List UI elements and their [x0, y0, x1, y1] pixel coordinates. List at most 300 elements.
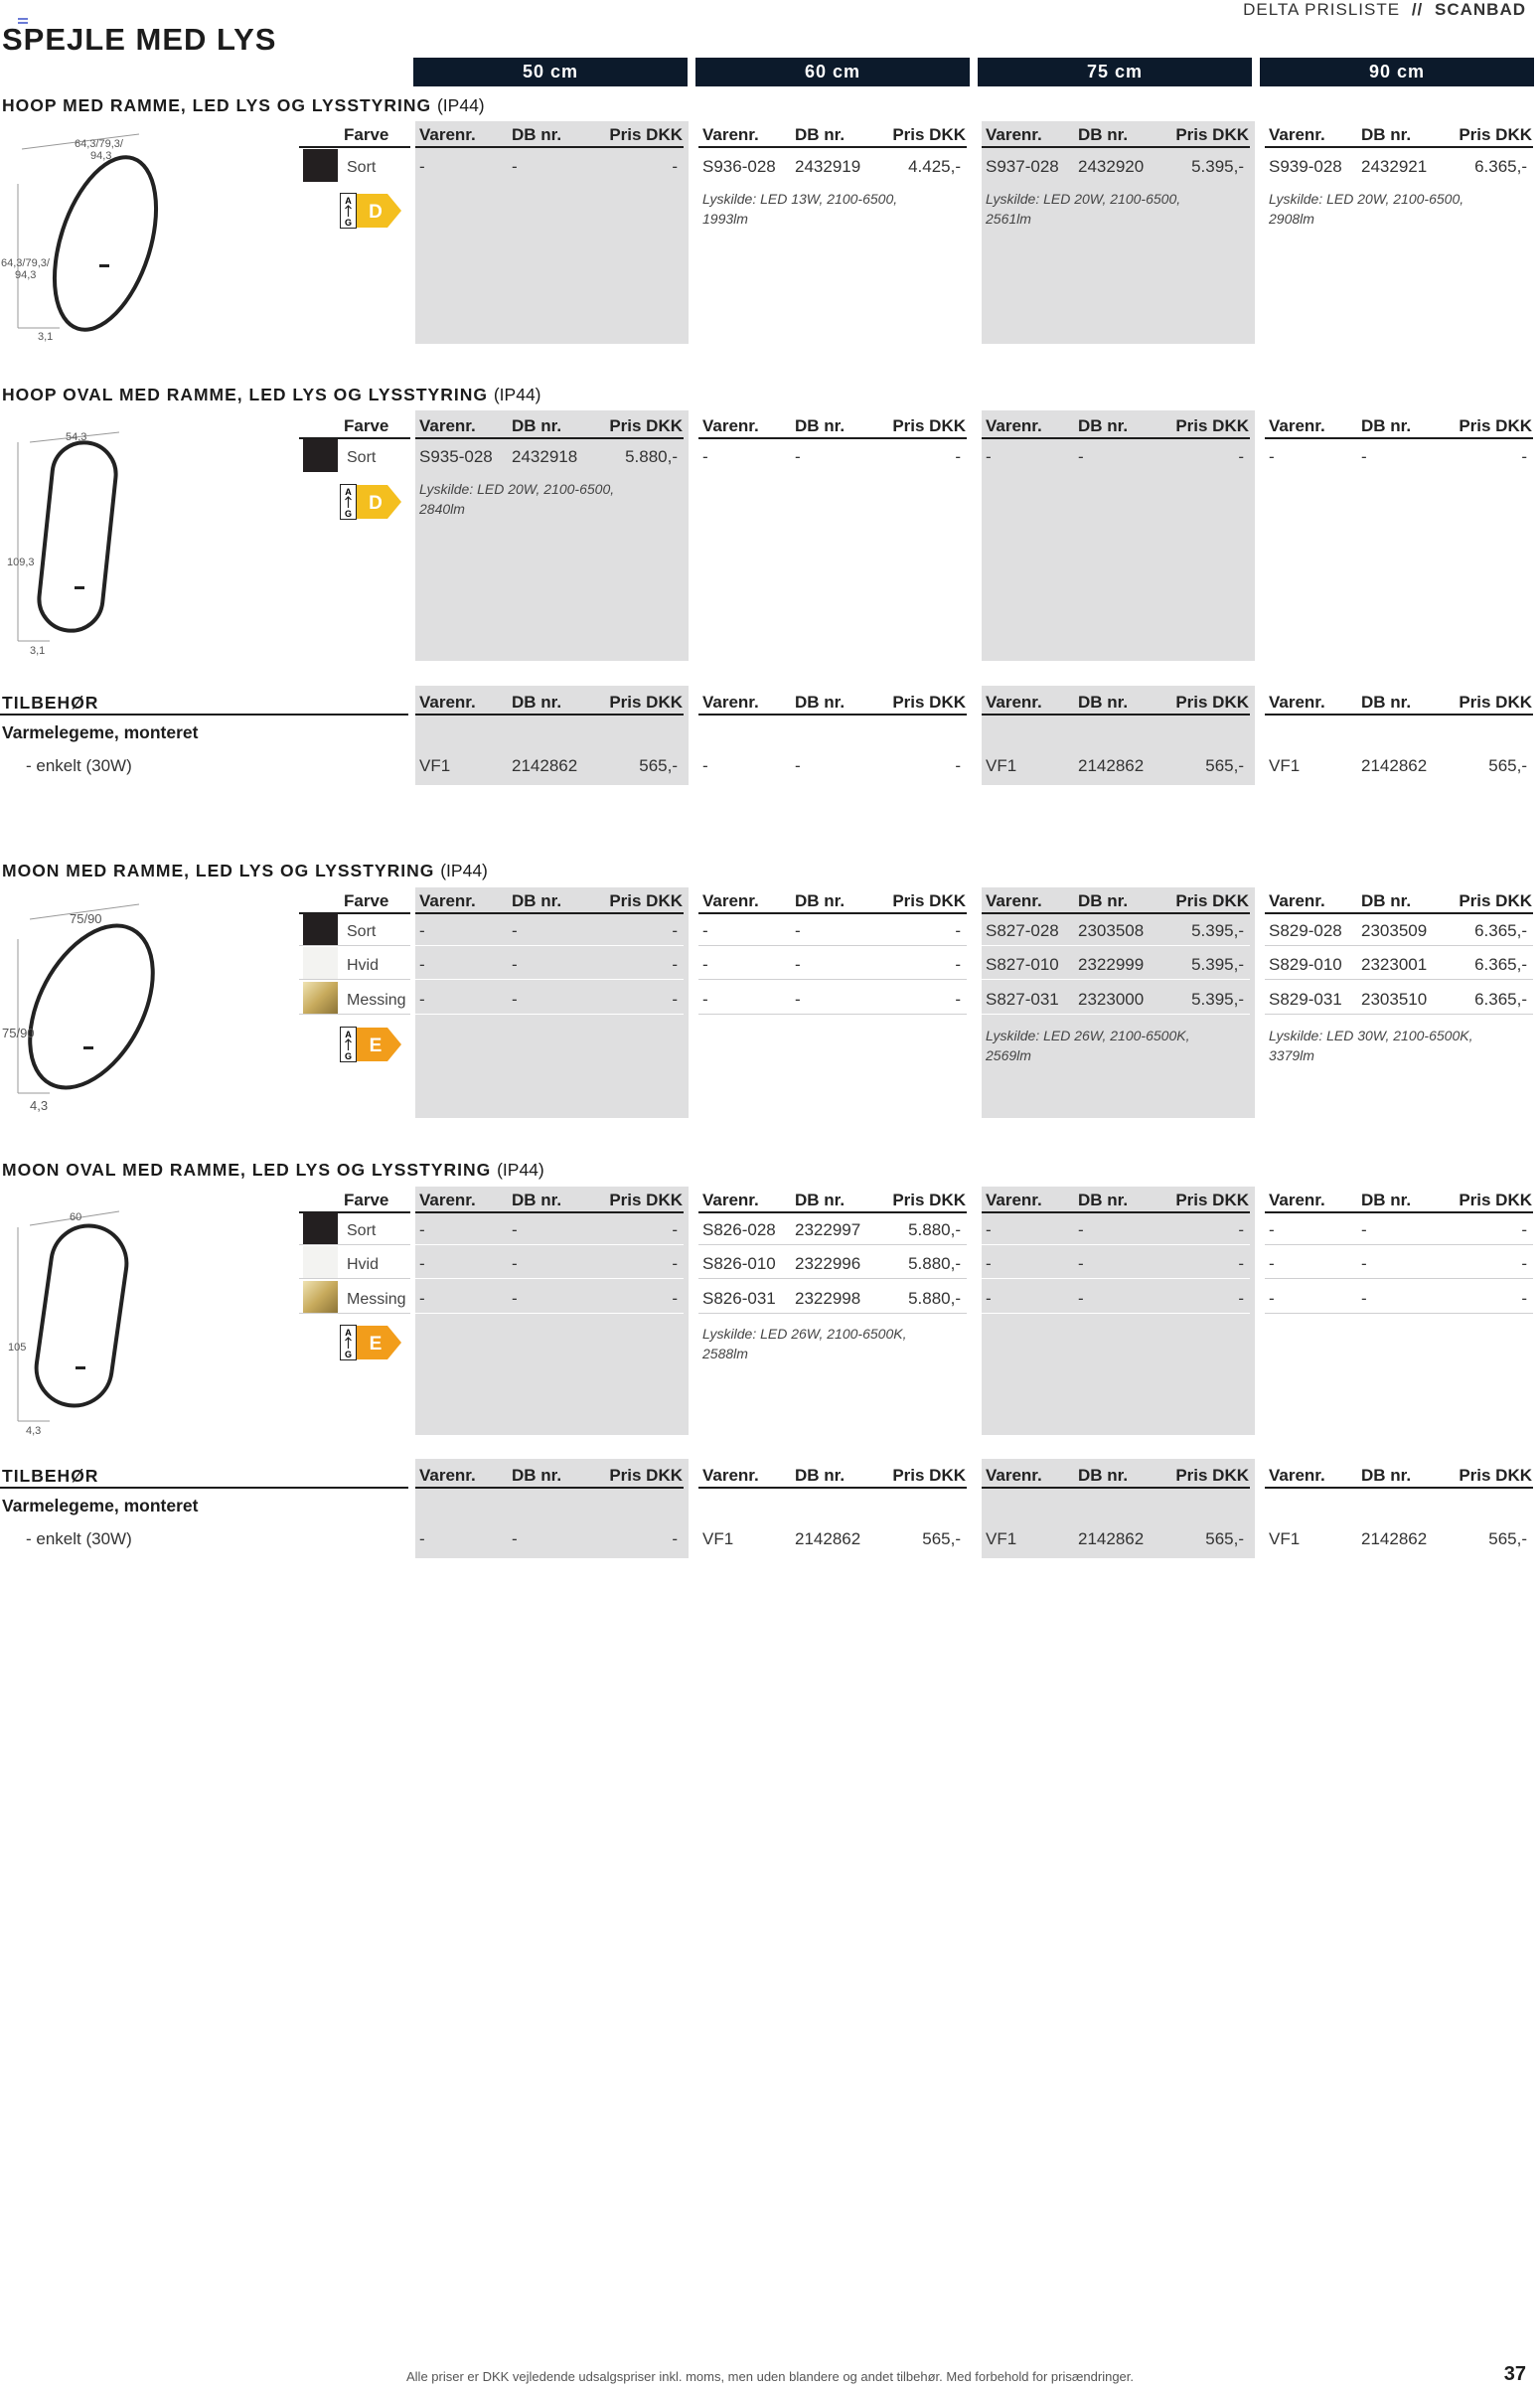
energy-class: D: [369, 202, 383, 223]
header-pris: Pris DKK: [892, 693, 966, 712]
price: -: [1521, 1220, 1527, 1239]
row-divider: [1265, 1014, 1533, 1015]
energy-scale-bottom: G: [344, 509, 353, 519]
header-pris: Pris DKK: [609, 1191, 683, 1209]
color-label: Sort: [347, 159, 377, 176]
header-dbnr: DB nr.: [512, 891, 562, 910]
item-number: -: [419, 1220, 425, 1239]
row-divider: [698, 979, 967, 980]
item-number: -: [419, 955, 425, 974]
db-number: -: [1361, 1254, 1367, 1273]
header-rule: [0, 1487, 408, 1489]
color-swatch-sort: [303, 1212, 338, 1245]
item-number: S826-031: [702, 1289, 776, 1308]
price: 6.365,-: [1474, 955, 1527, 974]
price: -: [672, 1529, 678, 1548]
hoop-oval-sketch: [0, 422, 169, 661]
header-rule: [698, 714, 967, 716]
price: -: [1238, 447, 1244, 466]
energy-scale-top: A: [345, 1328, 352, 1338]
item-number: VF1: [986, 756, 1017, 775]
header-dbnr: DB nr.: [1078, 1466, 1129, 1485]
accessories-title: TILBEHØR: [2, 1466, 99, 1486]
price: 565,-: [1205, 1529, 1244, 1548]
hoop-round-sketch: [0, 129, 169, 348]
item-number: -: [419, 990, 425, 1009]
header-varenr: Varenr.: [986, 1466, 1042, 1485]
price: -: [1238, 1289, 1244, 1308]
dim-height: 64,3/79,3/: [1, 257, 50, 269]
item-number: -: [986, 1220, 992, 1239]
light-source-note: Lyskilde: LED 13W, 2100-6500, 1993lm: [702, 191, 898, 227]
db-number: 2322997: [795, 1220, 861, 1239]
row-divider: [415, 945, 684, 946]
header-pris: Pris DKK: [1459, 891, 1532, 910]
color-label: Hvid: [347, 957, 380, 974]
db-number: -: [795, 955, 801, 974]
header-dbnr: DB nr.: [1078, 125, 1129, 144]
size-header-75: 75 cm: [978, 58, 1252, 86]
section-title-text: MOON OVAL MED RAMME, LED LYS OG LYSSTYRING: [2, 1160, 492, 1180]
row-divider: [299, 1278, 410, 1279]
header-dbnr: DB nr.: [1361, 891, 1412, 910]
price: -: [1521, 1289, 1527, 1308]
header-varenr: Varenr.: [702, 416, 759, 435]
row-divider: [299, 1313, 410, 1314]
light-source-note: Lyskilde: LED 20W, 2100-6500, 2561lm: [986, 191, 1181, 227]
db-number: 2303509: [1361, 921, 1428, 940]
item-number: VF1: [702, 1529, 734, 1548]
header-rule: [1265, 714, 1533, 716]
light-source-note: Lyskilde: LED 26W, 2100-6500K, 2569lm: [986, 1028, 1190, 1063]
header-dbnr: DB nr.: [1078, 693, 1129, 712]
accessory-item: - enkelt (30W): [26, 1529, 132, 1548]
header-dbnr: DB nr.: [512, 1191, 562, 1209]
db-number: -: [795, 921, 801, 940]
header-pris: Pris DKK: [1175, 1191, 1249, 1209]
price: -: [672, 955, 678, 974]
header-rule: [698, 1211, 967, 1213]
moon-round-sketch: [0, 899, 169, 1118]
page-title: SPEJLE MED LYS: [2, 22, 277, 57]
price: 6.365,-: [1474, 921, 1527, 940]
price: 5.395,-: [1191, 955, 1244, 974]
row-divider: [415, 979, 684, 980]
row-divider: [698, 945, 967, 946]
dim-width-2: 94,3: [90, 150, 112, 162]
color-swatch-sort: [303, 439, 338, 472]
item-number: -: [419, 157, 425, 176]
db-number: -: [512, 955, 518, 974]
dim-height: 109,3: [7, 557, 35, 568]
price: 5.880,-: [625, 447, 678, 466]
price: -: [672, 1220, 678, 1239]
row-divider: [698, 1313, 967, 1314]
color-label: Sort: [347, 923, 377, 940]
header-rule: [415, 912, 684, 914]
item-number: -: [702, 447, 708, 466]
energy-scale-bottom: G: [344, 1051, 353, 1061]
db-number: -: [1361, 447, 1367, 466]
header-varenr: Varenr.: [419, 416, 476, 435]
price: 565,-: [1488, 756, 1527, 775]
header-varenr: Varenr.: [1269, 1191, 1325, 1209]
size-header-60: 60 cm: [695, 58, 970, 86]
page-header: [1243, 0, 1526, 20]
price: 565,-: [639, 756, 678, 775]
header-separator: //: [1411, 0, 1424, 19]
section-title: [2, 385, 541, 405]
header-rule: [982, 912, 1250, 914]
price: -: [955, 990, 961, 1009]
price: 565,-: [922, 1529, 961, 1548]
page-number: 37: [1503, 2363, 1526, 2385]
energy-scale-top: A: [345, 196, 352, 206]
color-label: Messing: [347, 1291, 406, 1308]
header-pris: Pris DKK: [609, 1466, 683, 1485]
header-catalog-name: DELTA PRISLISTE: [1243, 0, 1401, 19]
db-number: 2322996: [795, 1254, 861, 1273]
section-ip-rating: (IP44): [440, 861, 488, 880]
header-varenr: Varenr.: [986, 891, 1042, 910]
header-varenr: Varenr.: [1269, 125, 1325, 144]
header-dbnr: DB nr.: [1078, 891, 1129, 910]
header-pris: Pris DKK: [1459, 125, 1532, 144]
header-pris: Pris DKK: [892, 416, 966, 435]
dim-depth: 4,3: [30, 1098, 49, 1113]
db-number: 2303508: [1078, 921, 1145, 940]
dim-width: 54,3: [66, 431, 87, 443]
db-number: 2322998: [795, 1289, 861, 1308]
row-divider: [415, 1244, 684, 1245]
header-pris: Pris DKK: [1175, 416, 1249, 435]
header-pris: Pris DKK: [609, 125, 683, 144]
item-number: -: [419, 1254, 425, 1273]
db-number: -: [512, 1254, 518, 1273]
db-number: 2303510: [1361, 990, 1428, 1009]
item-number: S936-028: [702, 157, 776, 176]
accessory-group: Varmelegeme, monteret: [2, 1496, 199, 1515]
color-swatch-hvid: [303, 947, 338, 980]
header-dbnr: DB nr.: [1078, 416, 1129, 435]
price: 5.395,-: [1191, 157, 1244, 176]
header-rule: [698, 912, 967, 914]
price: -: [1521, 1254, 1527, 1273]
color-swatch-sort: [303, 149, 338, 182]
header-pris: Pris DKK: [1175, 693, 1249, 712]
header-rule: [982, 714, 1250, 716]
price: 6.365,-: [1474, 157, 1527, 176]
item-number: S826-028: [702, 1220, 776, 1239]
row-divider: [415, 1014, 684, 1015]
light-source-note: Lyskilde: LED 20W, 2100-6500, 2908lm: [1269, 191, 1464, 227]
section-title: [2, 861, 488, 881]
header-varenr: Varenr.: [702, 125, 759, 144]
header-dbnr: DB nr.: [512, 125, 562, 144]
moon-oval-sketch: [0, 1197, 169, 1436]
row-divider: [1265, 979, 1533, 980]
item-number: S827-010: [986, 955, 1059, 974]
db-number: 2142862: [1361, 756, 1428, 775]
color-label: Hvid: [347, 1256, 380, 1273]
header-rule: [1265, 912, 1533, 914]
row-divider: [415, 1278, 684, 1279]
item-number: -: [702, 921, 708, 940]
row-divider: [415, 1313, 684, 1314]
header-farve: Farve: [344, 1191, 389, 1209]
header-varenr: Varenr.: [986, 693, 1042, 712]
dim-height: 105: [8, 1342, 27, 1354]
row-divider: [299, 979, 410, 980]
section-ip-rating: (IP44): [497, 1160, 544, 1180]
header-dbnr: DB nr.: [512, 1466, 562, 1485]
header-farve: Farve: [344, 891, 389, 910]
header-dbnr: DB nr.: [512, 416, 562, 435]
dim-width: 75/90: [70, 911, 102, 926]
row-divider: [1265, 1313, 1533, 1314]
header-pris: Pris DKK: [609, 693, 683, 712]
price-disclaimer: Alle priser er DKK vejledende udsalgspriser inkl. moms, men uden blandere og andet tilbehør. Med forbehold for prisændringer.: [406, 2369, 1134, 2384]
item-number: -: [419, 921, 425, 940]
header-rule: [0, 714, 408, 716]
header-varenr: Varenr.: [986, 1191, 1042, 1209]
header-pris: Pris DKK: [892, 1466, 966, 1485]
row-divider: [1265, 1278, 1533, 1279]
dim-depth: 4,3: [26, 1425, 42, 1436]
header-varenr: Varenr.: [419, 1191, 476, 1209]
item-number: S939-028: [1269, 157, 1342, 176]
section-title: [2, 1160, 544, 1181]
item-number: -: [1269, 1289, 1275, 1308]
header-rule: [415, 437, 684, 439]
header-varenr: Varenr.: [419, 1466, 476, 1485]
header-rule: [1265, 1487, 1533, 1489]
item-number: -: [986, 1289, 992, 1308]
header-varenr: Varenr.: [1269, 891, 1325, 910]
db-number: 2432918: [512, 447, 578, 466]
item-number: S829-031: [1269, 990, 1342, 1009]
item-number: -: [986, 447, 992, 466]
color-label: Messing: [347, 992, 406, 1009]
header-dbnr: DB nr.: [795, 416, 846, 435]
energy-scale-top: A: [345, 1030, 352, 1039]
price: -: [672, 1289, 678, 1308]
dim-height: 75/90: [2, 1026, 35, 1040]
dim-depth: 3,1: [38, 331, 54, 343]
header-pris: Pris DKK: [1459, 1191, 1532, 1209]
header-varenr: Varenr.: [419, 693, 476, 712]
db-number: 2322999: [1078, 955, 1145, 974]
item-number: VF1: [419, 756, 451, 775]
row-divider: [299, 1244, 410, 1245]
accessory-item: - enkelt (30W): [26, 756, 132, 775]
db-number: 2142862: [1078, 756, 1145, 775]
header-varenr: Varenr.: [986, 416, 1042, 435]
header-dbnr: DB nr.: [795, 1466, 846, 1485]
row-divider: [982, 1244, 1250, 1245]
header-dbnr: DB nr.: [1361, 693, 1412, 712]
header-pris: Pris DKK: [892, 1191, 966, 1209]
header-rule: [1265, 1211, 1533, 1213]
item-number: -: [1269, 1254, 1275, 1273]
header-pris: Pris DKK: [1459, 1466, 1532, 1485]
light-source-note: Lyskilde: LED 20W, 2100-6500, 2840lm: [419, 481, 615, 517]
color-swatch-messing: [303, 1281, 338, 1314]
header-varenr: Varenr.: [1269, 1466, 1325, 1485]
header-dbnr: DB nr.: [1361, 125, 1412, 144]
header-pris: Pris DKK: [1459, 693, 1532, 712]
db-number: 2142862: [795, 1529, 861, 1548]
item-number: VF1: [1269, 1529, 1301, 1548]
item-number: VF1: [986, 1529, 1017, 1548]
energy-class: E: [369, 1036, 383, 1056]
header-rule: [698, 146, 967, 148]
price: -: [955, 955, 961, 974]
energy-scale-bottom: G: [344, 218, 353, 228]
color-label: Sort: [347, 449, 377, 466]
db-number: 2142862: [1078, 1529, 1145, 1548]
db-number: -: [512, 1220, 518, 1239]
dim-height-2: 94,3: [15, 269, 37, 281]
db-number: -: [1078, 1289, 1084, 1308]
row-divider: [982, 945, 1250, 946]
db-number: -: [512, 990, 518, 1009]
item-number: S935-028: [419, 447, 493, 466]
energy-label-icon: [340, 193, 409, 229]
header-varenr: Varenr.: [702, 1191, 759, 1209]
col-bg: [982, 121, 1255, 344]
section-title-text: MOON MED RAMME, LED LYS OG LYSSTYRING: [2, 861, 435, 880]
header-varenr: Varenr.: [702, 693, 759, 712]
header-rule: [982, 146, 1250, 148]
item-number: -: [1269, 1220, 1275, 1239]
energy-label-icon: [340, 1027, 409, 1062]
item-number: S829-028: [1269, 921, 1342, 940]
section-title: [2, 95, 485, 116]
row-divider: [698, 1278, 967, 1279]
header-rule: [415, 146, 684, 148]
item-number: -: [986, 1254, 992, 1273]
price: -: [672, 157, 678, 176]
db-number: 2323000: [1078, 990, 1145, 1009]
price: -: [955, 921, 961, 940]
row-divider: [698, 1014, 967, 1015]
db-number: -: [512, 1289, 518, 1308]
size-header-50: 50 cm: [413, 58, 688, 86]
item-number: S827-028: [986, 921, 1059, 940]
db-number: 2323001: [1361, 955, 1428, 974]
row-divider: [299, 945, 410, 946]
header-pris: Pris DKK: [1459, 416, 1532, 435]
header-dbnr: DB nr.: [1361, 416, 1412, 435]
item-number: -: [702, 990, 708, 1009]
energy-class: E: [369, 1334, 383, 1354]
header-rule: [698, 1487, 967, 1489]
item-number: -: [419, 1289, 425, 1308]
db-number: 2432919: [795, 157, 861, 176]
size-header-90: 90 cm: [1260, 58, 1534, 86]
header-varenr: Varenr.: [986, 125, 1042, 144]
price: -: [672, 1254, 678, 1273]
row-divider: [698, 1244, 967, 1245]
header-rule: [982, 1487, 1250, 1489]
row-divider: [982, 1014, 1250, 1015]
header-rule: [1265, 146, 1533, 148]
db-number: -: [1361, 1220, 1367, 1239]
header-rule: [982, 1211, 1250, 1213]
energy-scale-bottom: G: [344, 1350, 353, 1359]
item-number: VF1: [1269, 756, 1301, 775]
header-varenr: Varenr.: [702, 891, 759, 910]
price: -: [1238, 1254, 1244, 1273]
header-dbnr: DB nr.: [795, 891, 846, 910]
price: 565,-: [1488, 1529, 1527, 1548]
db-number: -: [1361, 1289, 1367, 1308]
db-number: -: [795, 990, 801, 1009]
item-number: S827-031: [986, 990, 1059, 1009]
row-divider: [1265, 945, 1533, 946]
db-number: -: [512, 157, 518, 176]
price: 5.395,-: [1191, 990, 1244, 1009]
db-number: -: [512, 1529, 518, 1548]
light-source-note: Lyskilde: LED 26W, 2100-6500K, 2588lm: [702, 1326, 907, 1361]
dim-depth: 3,1: [30, 645, 46, 657]
row-divider: [982, 979, 1250, 980]
header-farve: Farve: [344, 125, 389, 144]
price: -: [955, 447, 961, 466]
color-label: Sort: [347, 1222, 377, 1239]
header-varenr: Varenr.: [702, 1466, 759, 1485]
db-number: -: [1078, 1254, 1084, 1273]
color-swatch-messing: [303, 982, 338, 1015]
price: -: [1521, 447, 1527, 466]
db-number: -: [1078, 447, 1084, 466]
price: -: [1238, 1220, 1244, 1239]
db-number: -: [512, 921, 518, 940]
header-pris: Pris DKK: [609, 416, 683, 435]
header-dbnr: DB nr.: [512, 693, 562, 712]
header-dbnr: DB nr.: [1078, 1191, 1129, 1209]
header-rule: [982, 437, 1250, 439]
header-farve: Farve: [344, 416, 389, 435]
header-rule: [1265, 437, 1533, 439]
row-divider: [982, 1313, 1250, 1314]
header-rule: [299, 146, 410, 148]
price: 6.365,-: [1474, 990, 1527, 1009]
header-varenr: Varenr.: [419, 125, 476, 144]
energy-label-icon: [340, 484, 409, 520]
price: 5.395,-: [1191, 921, 1244, 940]
header-pris: Pris DKK: [609, 891, 683, 910]
energy-label-icon: [340, 1325, 409, 1360]
header-pris: Pris DKK: [1175, 891, 1249, 910]
item-number: S937-028: [986, 157, 1059, 176]
header-pris: Pris DKK: [892, 891, 966, 910]
header-varenr: Varenr.: [1269, 693, 1325, 712]
price: 5.880,-: [908, 1254, 961, 1273]
header-dbnr: DB nr.: [1361, 1466, 1412, 1485]
header-dbnr: DB nr.: [795, 1191, 846, 1209]
row-divider: [1265, 1244, 1533, 1245]
item-number: S829-010: [1269, 955, 1342, 974]
db-number: -: [795, 447, 801, 466]
section-ip-rating: (IP44): [493, 385, 541, 404]
color-swatch-hvid: [303, 1246, 338, 1279]
db-number: -: [795, 756, 801, 775]
price: 5.880,-: [908, 1289, 961, 1308]
db-number: 2142862: [1361, 1529, 1428, 1548]
dim-width: 64,3/79,3/: [75, 138, 123, 150]
